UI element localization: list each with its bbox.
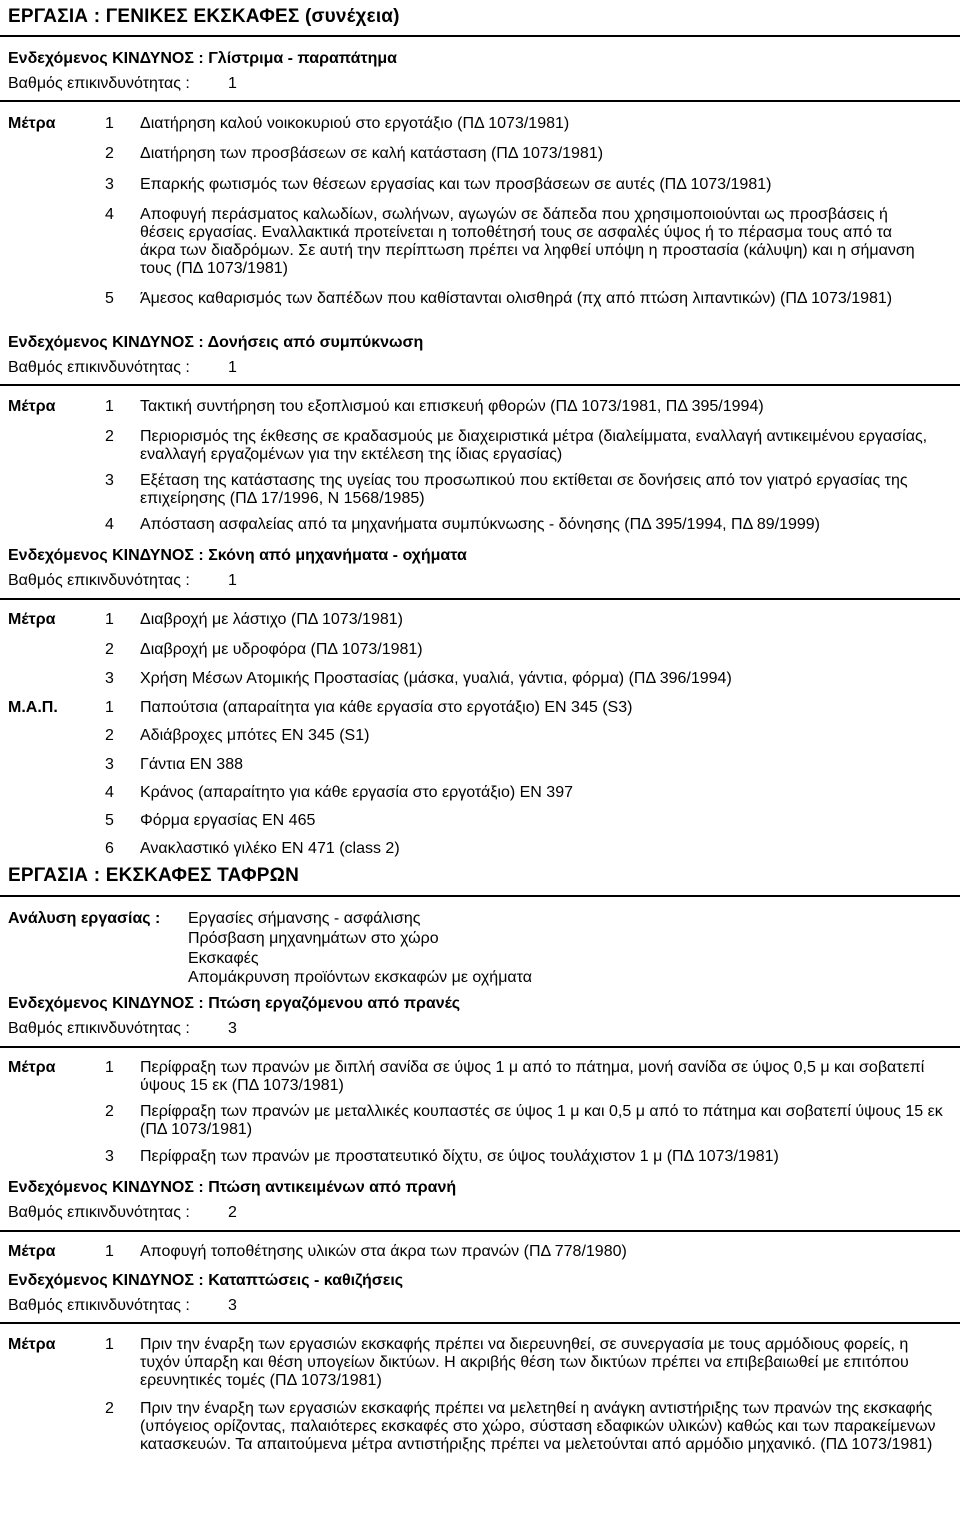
measure-text: Άμεσος καθαρισμός των δαπέδων που καθίστανται ολισθηρά (πχ από πτώση λιπαντικών) (ΠΔ 1073/1981): [140, 290, 893, 307]
measure-number: 2: [105, 641, 114, 658]
analysis-item: Απομάκρυνση προϊόντων εκσκαφών με οχήματα: [188, 969, 532, 986]
risk-value: 1: [228, 572, 237, 589]
divider: [0, 598, 960, 600]
hazard-title: Ενδεχόμενος ΚΙΝΔΥΝΟΣ : Πτώση αντικειμένων από πρανή: [8, 1179, 457, 1196]
measures-label: Μέτρα: [8, 1336, 56, 1353]
measure-text: Απόσταση ασφαλείας από τα μηχανήματα συμπύκνωσης - δόνησης (ΠΔ 395/1994, ΠΔ 89/1999): [140, 516, 820, 533]
risk-label: Βαθμός επικινδυνότητας :: [8, 1020, 190, 1037]
map-number: 1: [105, 699, 114, 716]
risk-label: Βαθμός επικινδυνότητας :: [8, 1297, 190, 1314]
measure-number: 4: [105, 516, 114, 533]
measures-label: Μέτρα: [8, 398, 56, 415]
risk-value: 1: [228, 359, 237, 376]
measure-number: 4: [105, 206, 114, 223]
measure-number: 3: [105, 472, 114, 489]
hazard-title: Ενδεχόμενος ΚΙΝΔΥΝΟΣ : Δονήσεις από συμπύκνωση: [8, 334, 424, 351]
measure-text: Περίφραξη των πρανών με μεταλλικές κουπαστές σε ύψος 1 μ και 0,5 μ από το πάτημα και σοβατεπί ύψους 15 εκ (ΠΔ 1073/1981): [140, 1103, 943, 1138]
measure-number: 3: [105, 670, 114, 687]
hazard-title: Ενδεχόμενος ΚΙΝΔΥΝΟΣ : Σκόνη από μηχανήματα - οχήματα: [8, 547, 467, 564]
measures-label: Μέτρα: [8, 115, 56, 132]
measure-text: Τακτική συντήρηση του εξοπλισμού και επισκευή φθορών (ΠΔ 1073/1981, ΠΔ 395/1994): [140, 398, 764, 415]
map-item: Γάντια EN 388: [140, 756, 243, 773]
divider: [0, 1322, 960, 1324]
map-label: Μ.Α.Π.: [8, 699, 58, 716]
measure-number: 1: [105, 398, 114, 415]
hazard-title: Ενδεχόμενος ΚΙΝΔΥΝΟΣ : Πτώση εργαζόμενου από πρανές: [8, 995, 461, 1012]
measure-number: 1: [105, 1059, 114, 1076]
measure-text: Επαρκής φωτισμός των θέσεων εργασίας και των προσβάσεων σε αυτές (ΠΔ 1073/1981): [140, 176, 772, 193]
measure-number: 3: [105, 1148, 114, 1165]
measure-text: Διατήρηση καλού νοικοκυριού στο εργοτάξιο (ΠΔ 1073/1981): [140, 115, 570, 132]
measure-number: 1: [105, 115, 114, 132]
measure-text: Διαβροχή με υδροφόρα (ΠΔ 1073/1981): [140, 641, 423, 658]
measure-number: 1: [105, 1336, 114, 1353]
measure-number: 2: [105, 1400, 114, 1417]
map-number: 5: [105, 812, 114, 829]
measure-text: Περίφραξη των πρανών με διπλή σανίδα σε ύψος 1 μ από το πάτημα, μονή σανίδα σε ύψος 0,5 μ και σοβατεπί ύψους 15 εκ (ΠΔ 1073/1981): [140, 1059, 925, 1094]
measure-text: Αποφυγή περάσματος καλωδίων, σωλήνων, αγωγών σε δάπεδα που χρησιμοποιούνται ως προσβάσεις ή θέσεις εργασίας. Εναλλακτικά προτείνεται η τοποθέτησή τους σε ασφαλές ύψος ή το πέρασμα τους από τα άκρα των διαδρόμων. Σε αυτή την περίπτωση πρέπει να ληφθεί υπόψη η προστασία (κάλυψη) και η σήμανση τους (ΠΔ 1073/1981): [140, 206, 915, 277]
risk-label: Βαθμός επικινδυνότητας :: [8, 75, 190, 92]
measures-label: Μέτρα: [8, 1059, 56, 1076]
analysis-item: Εκσκαφές: [188, 950, 259, 967]
measure-number: 3: [105, 176, 114, 193]
measure-number: 2: [105, 145, 114, 162]
risk-value: 2: [228, 1204, 237, 1221]
analysis-label: Ανάλυση εργασίας :: [8, 910, 161, 927]
section-title: ΕΡΓΑΣΙΑ : ΓΕΝΙΚΕΣ ΕΚΣΚΑΦΕΣ (συνέχεια): [8, 6, 400, 27]
divider: [0, 895, 960, 897]
divider: [0, 384, 960, 386]
map-number: 4: [105, 784, 114, 801]
divider: [0, 1230, 960, 1232]
divider: [0, 35, 960, 37]
risk-value: 3: [228, 1297, 237, 1314]
divider: [0, 1046, 960, 1048]
measure-text: Περίφραξη των πρανών με προστατευτικό δίχτυ, σε ύψος τουλάχιστον 1 μ (ΠΔ 1073/1981): [140, 1148, 779, 1165]
map-number: 2: [105, 727, 114, 744]
measure-text: Πριν την έναρξη των εργασιών εκσκαφής πρέπει να διερευνηθεί, σε συνεργασία με τους αρμόδιους φορείς, η τυχόν ύπαρξη και θέση υπογείων δικτύων. Η ακριβής θέση των δικτύων πρέπει να επιβεβαιωθεί με επιτόπου ερευνητικές τομές (ΠΔ 1073/1981): [140, 1336, 909, 1389]
measure-text: Εξέταση της κατάστασης της υγείας του προσωπικού που εκτίθεται σε δονήσεις από τον γιατρό εργασίας της επιχείρησης (ΠΔ 17/1996, Ν 1568/1985): [140, 472, 908, 507]
measure-number: 2: [105, 1103, 114, 1120]
measure-text: Διατήρηση των προσβάσεων σε καλή κατάσταση (ΠΔ 1073/1981): [140, 145, 604, 162]
measure-number: 2: [105, 428, 114, 445]
measure-number: 1: [105, 1243, 114, 1260]
map-item: Αδιάβροχες μπότες EN 345 (S1): [140, 727, 370, 744]
measure-text: Πριν την έναρξη των εργασιών εκσκαφής πρέπει να μελετηθεί η ανάγκη αντιστήριξης των πρανών της εκσκαφής (υπόγειος ορίζοντας, παλαιότερες εκσκαφές στο χώρο, σύσταση εδαφικών υλικών) καθώς και των παρακείμενων κατασκευών. Τα απαιτούμενα μέτρα αντιστήριξης πρέπει να μελετούνται από αρμόδιο μηχανικό. (ΠΔ 1073/1981): [140, 1400, 936, 1453]
hazard-title: Ενδεχόμενος ΚΙΝΔΥΝΟΣ : Γλίστριμα - παραπάτημα: [8, 50, 397, 67]
map-item: Ανακλαστικό γιλέκο EN 471 (class 2): [140, 840, 400, 857]
map-item: Κράνος (απαραίτητο για κάθε εργασία στο εργοτάξιο) EN 397: [140, 784, 573, 801]
risk-label: Βαθμός επικινδυνότητας :: [8, 1204, 190, 1221]
divider: [0, 100, 960, 102]
measure-number: 5: [105, 290, 114, 307]
section-title: ΕΡΓΑΣΙΑ : ΕΚΣΚΑΦΕΣ ΤΑΦΡΩΝ: [8, 865, 300, 886]
risk-label: Βαθμός επικινδυνότητας :: [8, 572, 190, 589]
hazard-title: Ενδεχόμενος ΚΙΝΔΥΝΟΣ : Καταπτώσεις - καθιζήσεις: [8, 1272, 404, 1289]
map-number: 6: [105, 840, 114, 857]
measure-text: Αποφυγή τοποθέτησης υλικών στα άκρα των πρανών (ΠΔ 778/1980): [140, 1243, 627, 1260]
risk-label: Βαθμός επικινδυνότητας :: [8, 359, 190, 376]
risk-value: 3: [228, 1020, 237, 1037]
analysis-item: Εργασίες σήμανσης - ασφάλισης: [188, 910, 421, 927]
measure-number: 1: [105, 611, 114, 628]
analysis-item: Πρόσβαση μηχανημάτων στο χώρο: [188, 930, 439, 947]
risk-value: 1: [228, 75, 237, 92]
measure-text: Χρήση Μέσων Ατομικής Προστασίας (μάσκα, γυαλιά, γάντια, φόρμα) (ΠΔ 396/1994): [140, 670, 732, 687]
measure-text: Διαβροχή με λάστιχο (ΠΔ 1073/1981): [140, 611, 403, 628]
map-item: Φόρμα εργασίας EN 465: [140, 812, 316, 829]
map-number: 3: [105, 756, 114, 773]
measures-label: Μέτρα: [8, 611, 56, 628]
map-item: Παπούτσια (απαραίτητα για κάθε εργασία στο εργοτάξιο) EN 345 (S3): [140, 699, 633, 716]
measures-label: Μέτρα: [8, 1243, 56, 1260]
measure-text: Περιορισμός της έκθεσης σε κραδασμούς με διαχειριστικά μέτρα (διαλείμματα, εναλλαγή αντικειμένου εργασίας, εναλλαγή εργαζομένων για την εκτέλεση της ίδιας εργασίας): [140, 428, 928, 463]
